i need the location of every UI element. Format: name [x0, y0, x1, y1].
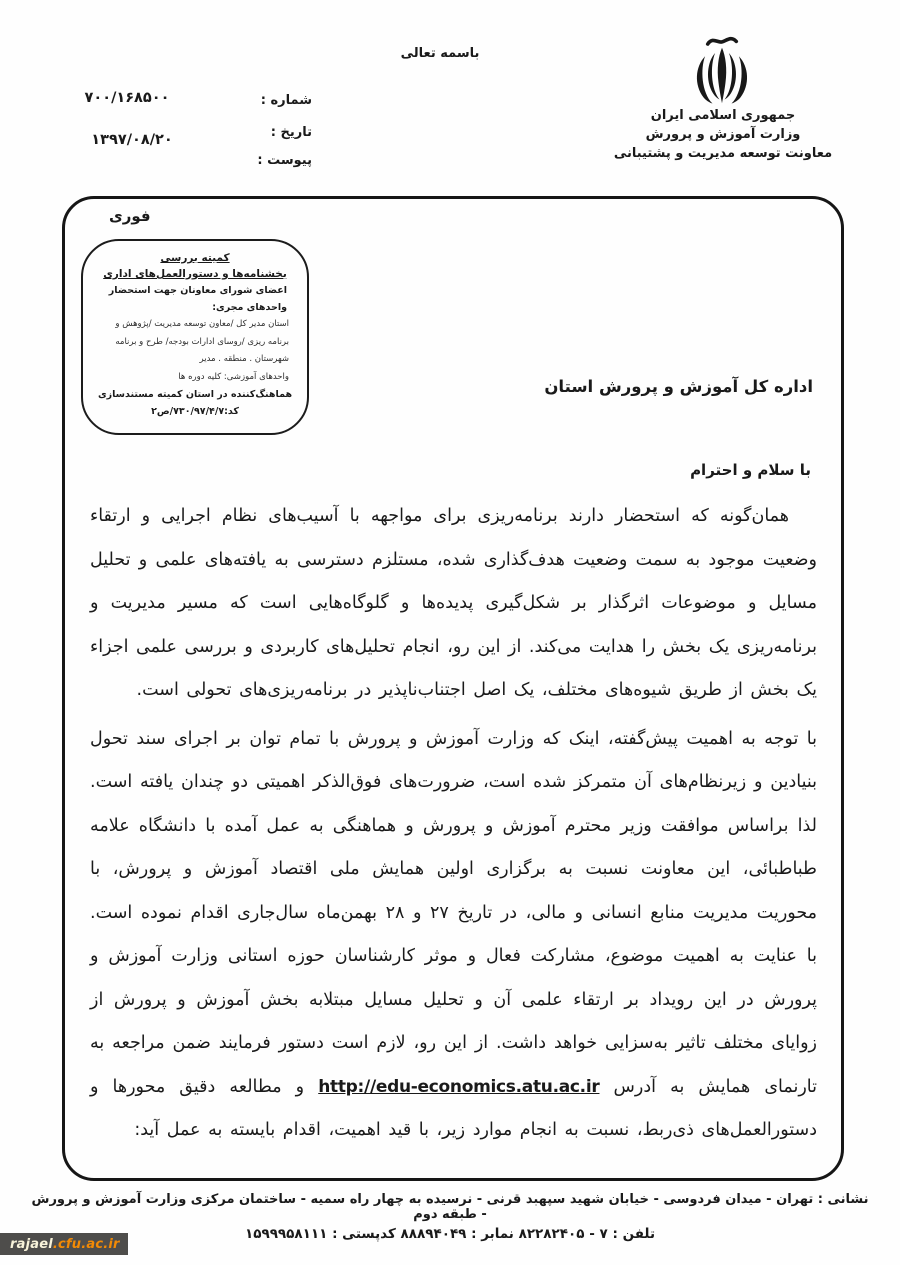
body-paragraph-2 — [90, 718, 817, 1153]
stamp-title-line-2: بخشنامه‌ها و دستورالعمل‌های اداری — [103, 268, 287, 280]
stamp-code: کد:۷۳۰/۹۷/۴/۷/ص۲ — [151, 406, 239, 417]
stamp-line-members: اعضای شورای معاونان جهت استحضار — [108, 285, 287, 296]
paragraph-2-before-url: با توجه به اهمیت پیش‌گفته، اینک که وزارت آموزش و پرورش با تمام توان بر اجرای سند تحول بنیادین و زیرنظام‌های آن متمرکز شده است، ضرورت‌های فوق‌الذکر اهمیتی دو چندان یافته است. لذا براساس موافقت وزیر محترم آموزش و پرورش و هماهنگی به عمل آمده با دانشگاه علامه طباطبائی، این معاونت نسبت به برگزاری اولین همایش ملی اقتصاد آموزش و پرورش، با محوریت مدیریت منابع انسانی و مالی، در تاریخ ۲۷ و ۲۸ بهمن‌ماه سال‌جاری اقدام نموده است. با عنایت به اهمیت موضوع، مشارکت فعال و موثر کارشناسان حوزه استانی وزارت آموزش و پرورش در این رویداد بر ارتقاء علمی آن و تحلیل مسایل مبتلابه بخش آموزش و پرورش از زوایای مختلف تاثیر به‌سزایی خواهد داشت. از این رو، لازم است دستور فرمایند ضمن مراجعه به تارنمای همایش به آدرس — [90, 728, 818, 1097]
footer-address: نشانی : تهران - میدان فردوسی - خیابان شهید سپهبد قرنی - نرسیده به چهار راه سمیه - ساختمان مرکزی وزارت آموزش و پرورش - طبقه دوم — [31, 1192, 869, 1222]
body-paragraph-1: همان‌گونه که استحضار دارند برنامه‌ریزی برای مواجهه با آسیب‌های نظام اجرایی و ارتقاء وضعیت موجود به سمت وضعیت هدف‌گذاری شده، مستلزم دسترسی به یافته‌های علمی و تحلیل مسایل و موضوعات اثرگذار بر شکل‌گیری پدیده‌ها و گلوگاه‌هایی است که مسیر مدیریت و برنامه‌ریزی یک بخش را هدایت می‌کند. از این رو، انجام تحلیل‌های کاربردی و بررسی علمی اجزاء یک بخش از طریق شیوه‌های مختلف، یک اصل اجتناب‌ناپذیر در برنامه‌ریزی‌های تحولی است. — [90, 506, 817, 700]
addressee-title: اداره کل آموزش و پرورش استان — [544, 377, 813, 396]
number-label: شماره : — [260, 93, 312, 108]
stamp-line-coordinator: هماهنگ‌کننده در استان کمیته مستندسازی — [97, 389, 293, 400]
date-label: تاریخ : — [270, 125, 312, 140]
org-name-block — [592, 106, 854, 163]
paragraph-2-after-url: و مطالعه دقیق محورها و دستورالعمل‌های ذی‌ربط، نسبت به انجام موارد زیر، با قید اهمیت، اقدام بایسته به عمل آید: — [90, 1076, 817, 1140]
org-name-line-1: جمهوری اسلامی ایران — [650, 108, 796, 123]
letter-border-frame — [62, 196, 844, 1181]
watermark-suffix: .cfu.ac.ir — [52, 1236, 120, 1252]
conference-url: http://edu-economics.atu.ac.ir — [318, 1076, 600, 1097]
org-name-line-2: وزارت آموزش و پرورش — [645, 127, 801, 142]
attachment-label: پیوست : — [257, 153, 312, 168]
routing-stamp-box — [81, 239, 309, 435]
site-watermark — [0, 1233, 128, 1255]
stamp-line-province: استان مدیر کل /معاون توسعه مدیریت /پژوهش و — [115, 319, 289, 329]
stamp-line-planning: برنامه ریزی /روسای ادارات بودجه/ طرح و برنامه — [115, 336, 289, 347]
number-value: ۷۰۰/۱۶۸۵۰۰ — [84, 90, 170, 106]
org-name-line-3: معاونت توسعه مدیریت و پشتیبانی — [613, 146, 833, 161]
salutation-text: با سلام و احترام — [690, 461, 811, 479]
stamp-line-edu-units: واحدهای آموزشی: کلیه دوره ها — [178, 371, 289, 382]
watermark-prefix: rajael — [10, 1236, 53, 1252]
footer-contact: تلفن : ۷ - ۸۲۲۸۲۴۰۵ نمابر : ۸۸۸۹۴۰۴۹ کدپستی : ۱۵۹۹۹۵۸۱۱۱ — [244, 1226, 656, 1242]
stamp-line-units: واحدهای مجری: — [212, 302, 287, 313]
date-value: ۱۳۹۷/۰۸/۲۰ — [91, 132, 173, 148]
iran-emblem-icon — [688, 34, 756, 108]
stamp-line-county: شهرستان . منطقه . مدیر — [199, 354, 289, 364]
bismillah-text: باسمه تعالی — [400, 46, 480, 61]
letter-body — [90, 495, 817, 1153]
stamp-title-line-1: کمیته بررسی — [160, 252, 230, 264]
urgency-label: فوری — [109, 207, 151, 225]
